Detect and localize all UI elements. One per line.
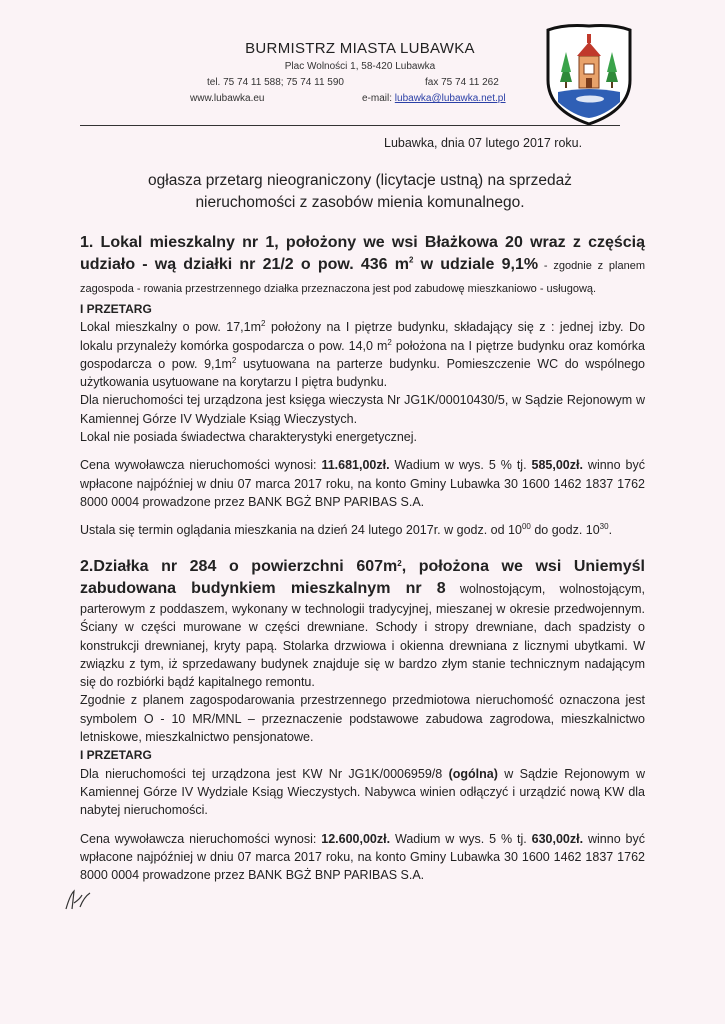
header-divider <box>80 125 620 126</box>
issuer-phone: tel. 75 74 11 588; 75 74 11 590 <box>207 77 344 88</box>
item-1-heading: 1. Lokal mieszkalny nr 1, położony we wsi Błażkowa 20 wraz z częścią udziało - wą działki nr 21/2 o pow. 436 $m^2$ w udziale 9,1% - zgodnie z planem zagospoda - rowania przestrzennego działka przeznaczona jest pod zabudowę mieszkaniowo - usługową. <box>80 234 646 295</box>
issuer-website: www.lubawka.eu <box>190 93 265 104</box>
issuer-title: BURMISTRZ MIASTA LUBAWKA <box>245 40 475 57</box>
item-1-section: I PRZETARG <box>80 302 152 316</box>
item-1-land-register: Dla nieruchomości tej urządzona jest księga wieczysta Nr JG1K/00010430/5, w Sądzie Rejonowym w Kamiennej Górze IV Wydziale Ksiąg Wieczystych. <box>80 393 645 426</box>
item-2-zoning: Zgodnie z planem zagospodarowania przestrzennego przedmiotowa nieruchomość oznaczona jest symbolem O - 10 MR/MNL – przeznaczenie podstawowe zabudowa zagrodowa, mieszkalnictwo letniskowe, mieszkalnictwo pensjonatowe. <box>80 693 645 745</box>
item-1-description: Lokal mieszkalny o pow. $17,1m^2$ położony na I piętrze budynku, składający się z : jednej izby. Do lokalu przynależy komórka gospodarcza o pow. 14,0 $m^2$ położona na I piętrze budynku oraz komórka gospodarcza o pow. $9,1m^2$ usytuowana na parterze budynku. Pomieszczenie WC do wspólnego użytkowania usytuowane na korytarzu I piętra budynku. <box>80 319 645 390</box>
announcement-intro: ogłasza przetarg nieograniczony (licytacje ustną) na sprzedaż nieruchomości z zasobów mienia komunalnego. <box>148 172 572 211</box>
document-date: Lubawka, dnia 07 lutego 2017 roku. <box>384 136 583 150</box>
issuer-email-line <box>362 93 506 104</box>
crest-icon <box>544 22 634 126</box>
item-2-section: I PRZETARG <box>80 748 152 763</box>
issuer-email-link[interactable]: lubawka@lubawka.net.pl <box>394 93 506 104</box>
item-1-energy-note: Lokal nie posiada świadectwa charakterystyki energetycznej. <box>80 430 417 445</box>
item-2-heading: 2.Działka nr 284 o powierzchni $607m^2$, położona we wsi Uniemyśl zabudowana budynkiem mieszkalnym nr 8 wolnostojącym, wolnostojącym, parterowym z poddaszem, wykonany w technologii tradycyjnej, mieszanej w okresie przedwojennym. Ściany w części murowane w części drewniane. Schody i stropy drewniane, dach spadzisty o konstrukcji drewnianej, kryty papą. Stolarka drzwiowa i okienna drewniana z licznymi ubytkami. W związku z tym, iż sprzedawany budynek znajduje się w bardzo złym stanie technicznym nadającym się do rozbiórki bądź kapitalnego remontu. <box>80 558 645 690</box>
item-2-price: Cena wywoławcza nieruchomości wynosi: 12.600,00zł. Wadium w wys. 5 % tj. 630,00zł. winno być wpłacone najpóźniej w dniu 07 marca 2017 roku, na konto Gminy Lubawka 30 1600 1462 1837 1762 8000 0004 prowadzone przez BANK BGŻ BNP PARIBAS S.A. <box>80 831 646 883</box>
item-1-price: Cena wywoławcza nieruchomości wynosi: 11.681,00zł. Wadium w wys. 5 % tj. 585,00zł. winno być wpłacone najpóźniej w dniu 07 marca 2017 roku, na konto Gminy Lubawka 30 1600 1462 1837 1762 8000 0004 prowadzone przez BANK BGŻ BNP PARIBAS S.A. <box>80 458 646 509</box>
issuer-address: Plac Wolności 1, 58-420 Lubawka <box>284 61 436 72</box>
issuer-fax: fax 75 74 11 262 <box>425 77 499 88</box>
item-2 <box>80 556 645 884</box>
item-2-land-register: Dla nieruchomości tej urządzona jest KW Nr JG1K/0006959/8 (ogólna) w Sądzie Rejonowym w Kamiennej Górze IV Wydziale Ksiąg Wieczystych. Nabywca winien odłączyć i urządzić nową KW dla nabytej nieruchomości. <box>80 766 645 818</box>
item-1-viewing: Ustala się termin oglądania mieszkania na dzień 24 lutego 2017r. w godz. od $10^{00}$ do godz. $10^{30}$. <box>80 522 613 538</box>
item-1 <box>80 232 645 540</box>
email-label: e-mail: <box>362 93 395 104</box>
handwritten-initials-icon <box>60 885 100 915</box>
